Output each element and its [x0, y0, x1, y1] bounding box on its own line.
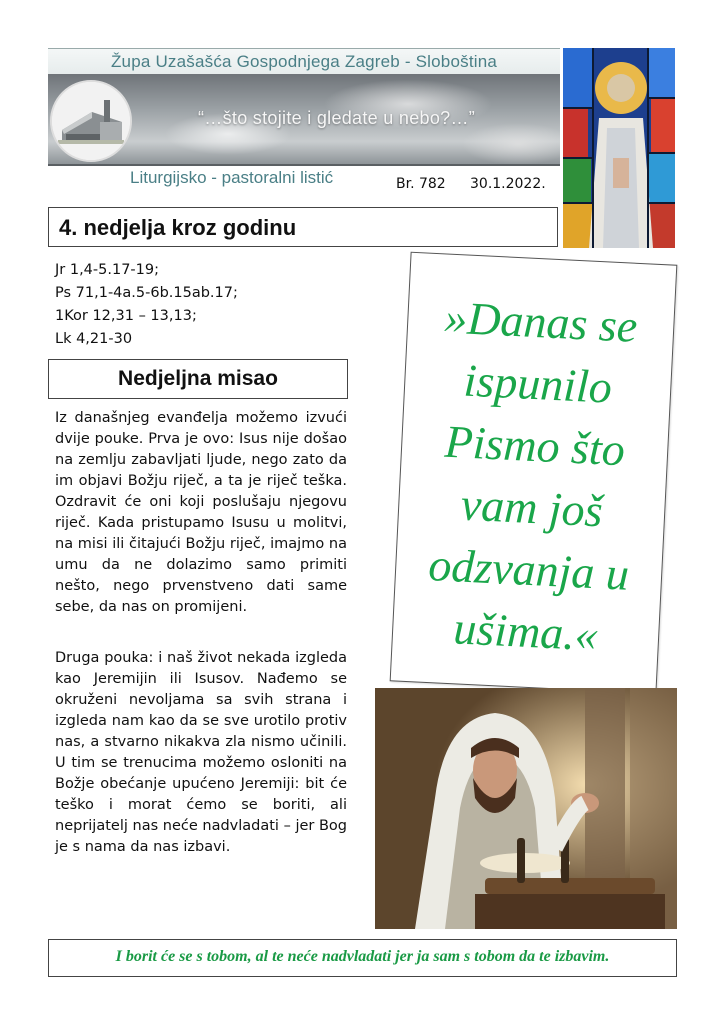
- readings-list: [55, 259, 238, 351]
- reading-item: Lk 4,21-30: [55, 331, 133, 347]
- jesus-reading-scroll-image: [375, 688, 677, 929]
- quote-card: [390, 252, 678, 695]
- reading-item: Jr 1,4-5.17-19;: [55, 262, 159, 278]
- reading-item: Ps 71,1-4a.5-6b.15ab.17;: [55, 285, 238, 301]
- footer-quote-box: [48, 939, 677, 977]
- gospel-quote: »Danas se ispunilo Pismo što vam još odzvanja u ušima.«: [427, 291, 639, 661]
- bulletin-type: Liturgijsko - pastoralni listić: [130, 168, 334, 187]
- sky-banner: [48, 74, 560, 166]
- reading-item: 1Kor 12,31 – 13,13;: [55, 308, 197, 324]
- parish-title-bar: [48, 48, 560, 75]
- section-title: Nedjeljna misao: [118, 367, 278, 390]
- issue-date: 30.1.2022.: [470, 176, 546, 192]
- sunday-title-box: [48, 207, 558, 247]
- parish-name: Župa Uzašašća Gospodnjega Zagreb - Sloboština: [110, 52, 498, 71]
- stained-glass-image: [563, 48, 675, 248]
- footer-quote: I borit će se s tobom, al te neće nadvladati jer ja sam s tobom da te izbavim.: [115, 948, 610, 965]
- motto: “…što stojite i gledate u nebo?…”: [198, 108, 476, 128]
- paragraph-1: Iz današnjeg evanđelja možemo izvući dvije pouke. Prva je ovo: Isus nije došao na zemlju zabavljati ljude, nego zato da im objavi Božju riječ, a ta je riječ teška. Ozdravit će oni koji poslušaju njegovu riječ. Kada pristupamo Isusu u molitvi, na misi ili čitajući Božju riječ, imajmo na umu da ne dolazimo samo primiti nešto, nego prvenstveno dati same sebe, da nas on promijeni.: [55, 410, 347, 615]
- church-logo: [50, 80, 132, 162]
- issue-number: Br. 782: [396, 176, 446, 192]
- section-title-box: [48, 359, 348, 399]
- sunday-title: 4. nedjelja kroz godinu: [59, 215, 297, 240]
- paragraph-2: Druga pouka: i naš život nekada izgleda kao Jeremijin ili Isusov. Nađemo se okruženi nevoljama sa svih strana i izgleda nam kao da se sve urotilo protiv nas, a stvarno nikakva zla nismo učinili. U tim se trenucima možemo osloniti na Božje obećanje upućeno Jeremiji: bit će teško i morat ćemo se boriti, ali neprijatelj nas neće nadvladati – jer Bog je s nama da nas izbavi.: [55, 650, 347, 855]
